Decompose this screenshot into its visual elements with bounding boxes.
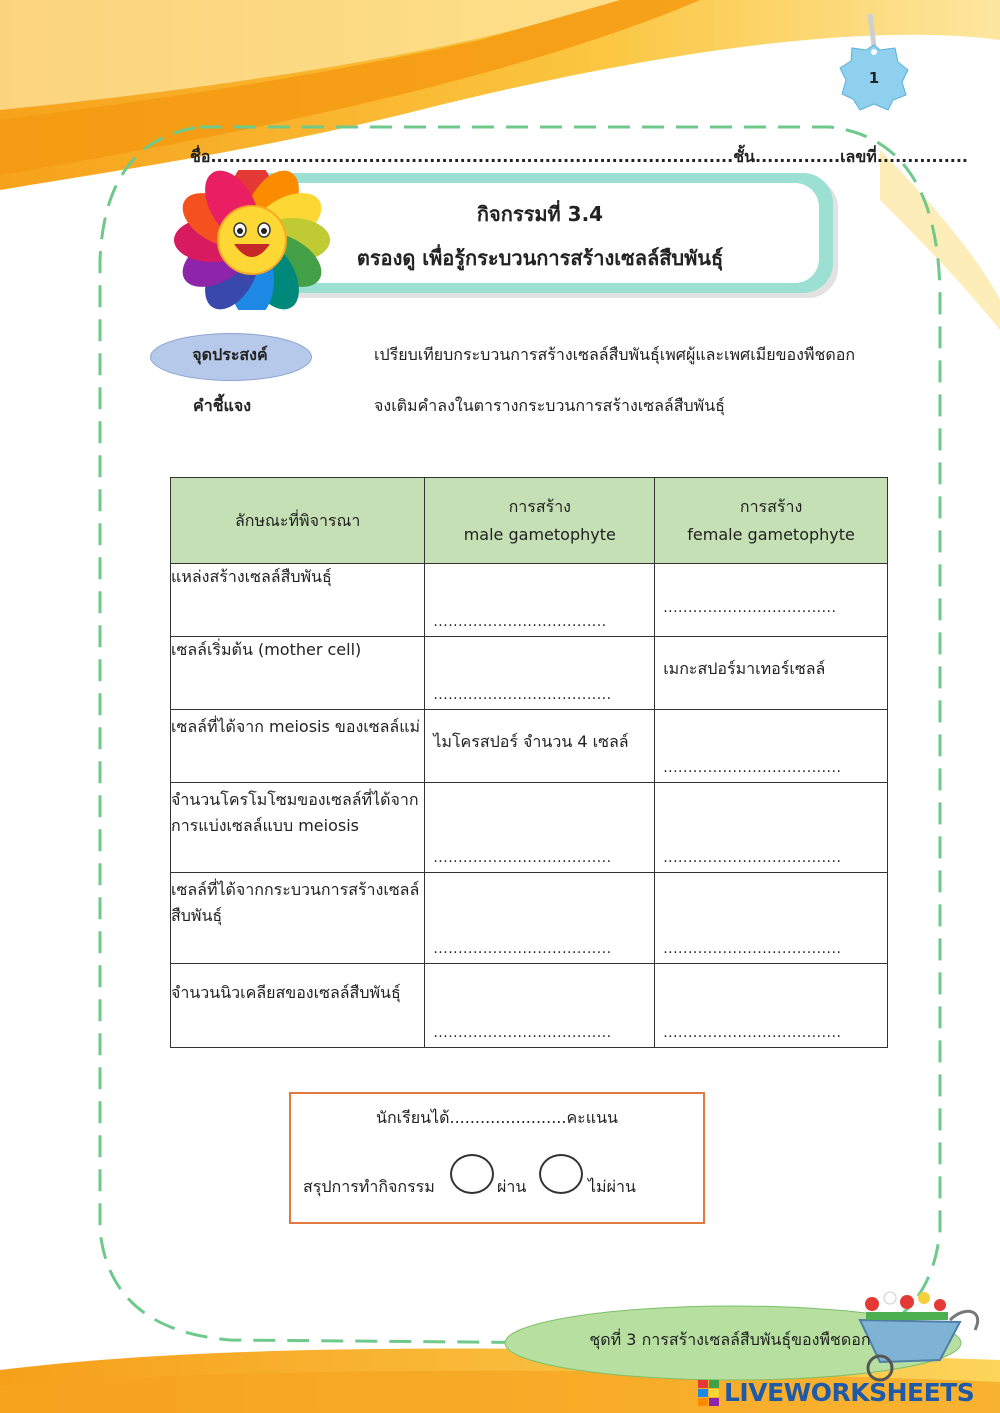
table-row	[171, 873, 888, 964]
female-answer-cell[interactable]: ....................................	[655, 964, 888, 1048]
table-header-row	[171, 478, 888, 564]
male-answer-cell[interactable]: ....................................	[425, 637, 655, 710]
smiling-flower-icon	[170, 170, 335, 310]
header-female: การสร้าง female gametophyte	[655, 478, 888, 564]
header-male: การสร้าง male gametophyte	[425, 478, 655, 564]
table-row	[171, 564, 888, 637]
female-answer-cell[interactable]: ....................................	[655, 873, 888, 964]
header-characteristic: ลักษณะที่พิจารณา	[171, 478, 425, 564]
female-answer-cell: เมกะสปอร์มาเทอร์เซลล์	[655, 637, 888, 710]
student-info-line[interactable]: ชื่อ......................................................................................ชั้น..............เลขที่...............	[190, 147, 969, 166]
instruction-text: จงเติมคำลงในตารางกระบวนการสร้างเซลล์สืบพันธุ์	[374, 396, 725, 415]
row-label: จำนวนนิวเคลียสของเซลล์สืบพันธุ์	[171, 964, 425, 1048]
row-label: เซลล์ที่ได้จาก meiosis ของเซลล์แม่	[171, 710, 425, 783]
objective-label: จุดประสงค์	[192, 345, 268, 364]
page-number: 1	[868, 69, 880, 87]
table-row	[171, 637, 888, 710]
row-label: แหล่งสร้างเซลล์สืบพันธุ์	[171, 564, 425, 637]
male-answer-cell[interactable]: ....................................	[425, 783, 655, 873]
table-row	[171, 783, 888, 873]
pass-label: ผ่าน	[497, 1177, 527, 1196]
table-row	[171, 964, 888, 1048]
female-answer-cell[interactable]: ....................................	[655, 710, 888, 783]
liveworksheets-brand: LIVEWORKSHEETS	[724, 1378, 975, 1407]
fail-radio[interactable]	[539, 1154, 583, 1194]
footer-unit-title: ชุดที่ 3 การสร้างเซลล์สืบพันธุ์ของพืชดอก	[589, 1330, 871, 1349]
row-label: เซลล์เริ่มต้น (mother cell)	[171, 637, 425, 710]
female-answer-cell[interactable]: ....................................	[655, 783, 888, 873]
female-answer-cell[interactable]: ...................................	[655, 564, 888, 637]
objective-text: เปรียบเทียบกระบวนการสร้างเซลล์สืบพันธุ์เพศผู้และเพศเมียของพืชดอก	[374, 345, 856, 364]
fail-label: ไม่ผ่าน	[588, 1177, 636, 1196]
score-line: นักเรียนได้.......................คะแนน	[376, 1108, 618, 1127]
male-answer-cell[interactable]: ....................................	[425, 964, 655, 1048]
activity-subtitle: ตรองดู เพื่อรู้กระบวนการสร้างเซลล์สืบพันธุ์	[356, 246, 724, 270]
pass-radio[interactable]	[450, 1154, 494, 1194]
male-answer-cell[interactable]: ....................................	[425, 873, 655, 964]
instruction-label: คำชี้แจง	[193, 396, 252, 415]
liveworksheets-logo-icon	[698, 1380, 720, 1408]
row-label: จำนวนโครโมโซมของเซลล์ที่ได้จากการแบ่งเซลล์แบบ meiosis	[171, 783, 425, 873]
activity-title: กิจกรรมที่ 3.4	[476, 202, 604, 226]
gametophyte-table	[170, 477, 888, 1048]
summary-label: สรุปการทำกิจกรรม	[303, 1177, 435, 1196]
male-answer-cell[interactable]: ...................................	[425, 564, 655, 637]
row-label: เซลล์ที่ได้จากกระบวนการสร้างเซลล์สืบพันธุ์	[171, 873, 425, 964]
table-row	[171, 710, 888, 783]
male-answer-cell: ไมโครสปอร์ จำนวน 4 เซลล์	[425, 710, 655, 783]
